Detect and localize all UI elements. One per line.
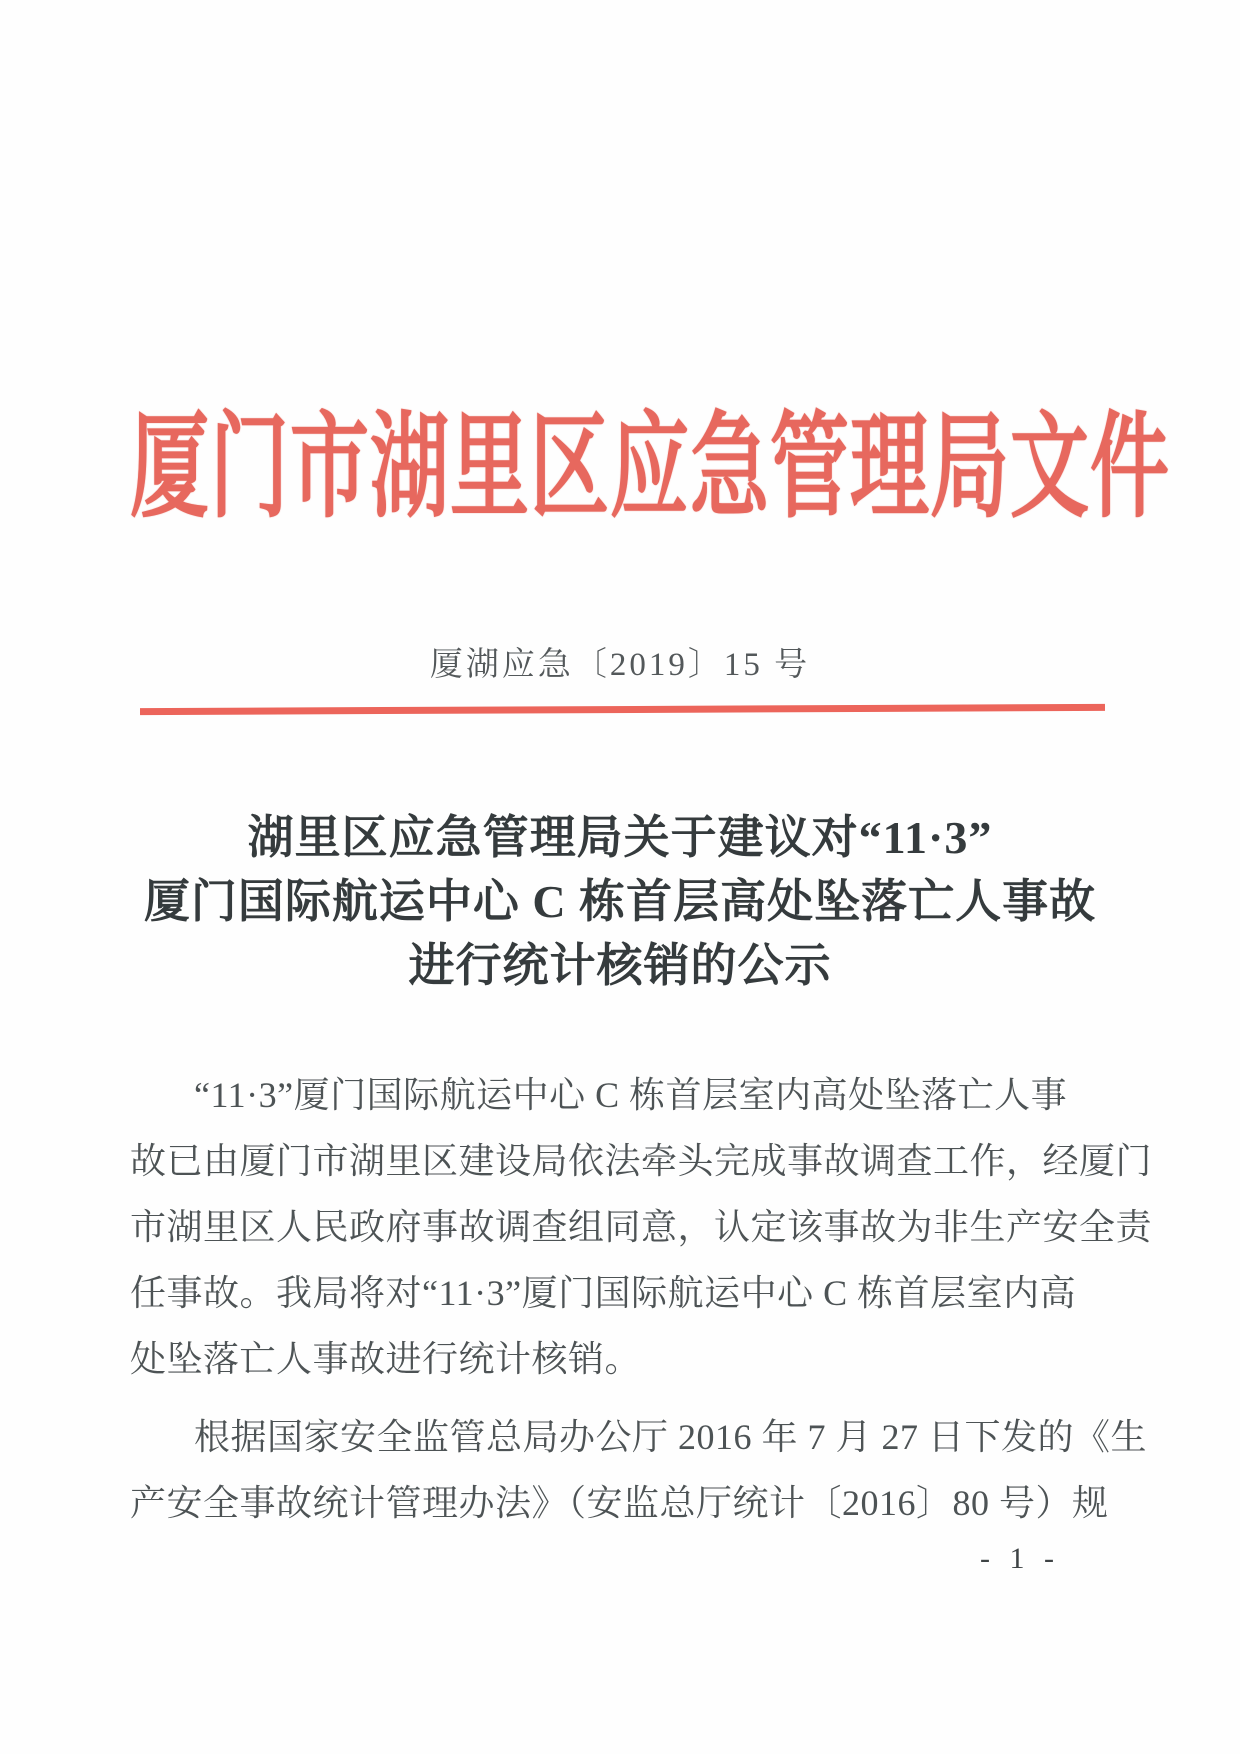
agency-banner-title: 厦门市湖里区应急管理局文件 [130,406,1170,533]
document-title-line-2: 厦门国际航运中心 C 栋首层高处坠落亡人事故 [143,876,1097,927]
body-text-line: 处坠落亡人事故进行统计核销。 [130,1339,642,1379]
body-text-line: 产安全事故统计管理办法》（安监总厅统计〔2016〕80 号）规 [130,1483,1109,1523]
document-title-line-3: 进行统计核销的公示 [408,940,832,991]
document-title [120,806,1120,998]
red-divider-line [140,704,1105,715]
page-number: - 1 - [980,1542,1060,1575]
body-text-line: “11·3”厦门国际航运中心 C 栋首层室内高处坠落亡人事 [194,1075,1068,1115]
body-text-line: 任事故。我局将对“11·3”厦门国际航运中心 C 栋首层室内高 [130,1273,1077,1313]
body-text-line: 市湖里区人民政府事故调查组同意，认定该事故为非生产安全责 [130,1207,1153,1247]
document-reference-number: 厦湖应急〔2019〕15 号 [429,647,811,683]
body-text-line: 根据国家安全监管总局办公厅 2016 年 7 月 27 日下发的《生 [194,1417,1148,1457]
body-text-line: 故已由厦门市湖里区建设局依法牵头完成事故调查工作，经厦门 [130,1141,1153,1181]
body-paragraph-1 [130,1062,1153,1392]
body-paragraph-2 [130,1404,1148,1536]
document-title-line-1: 湖里区应急管理局关于建议对“11·3” [247,812,993,863]
